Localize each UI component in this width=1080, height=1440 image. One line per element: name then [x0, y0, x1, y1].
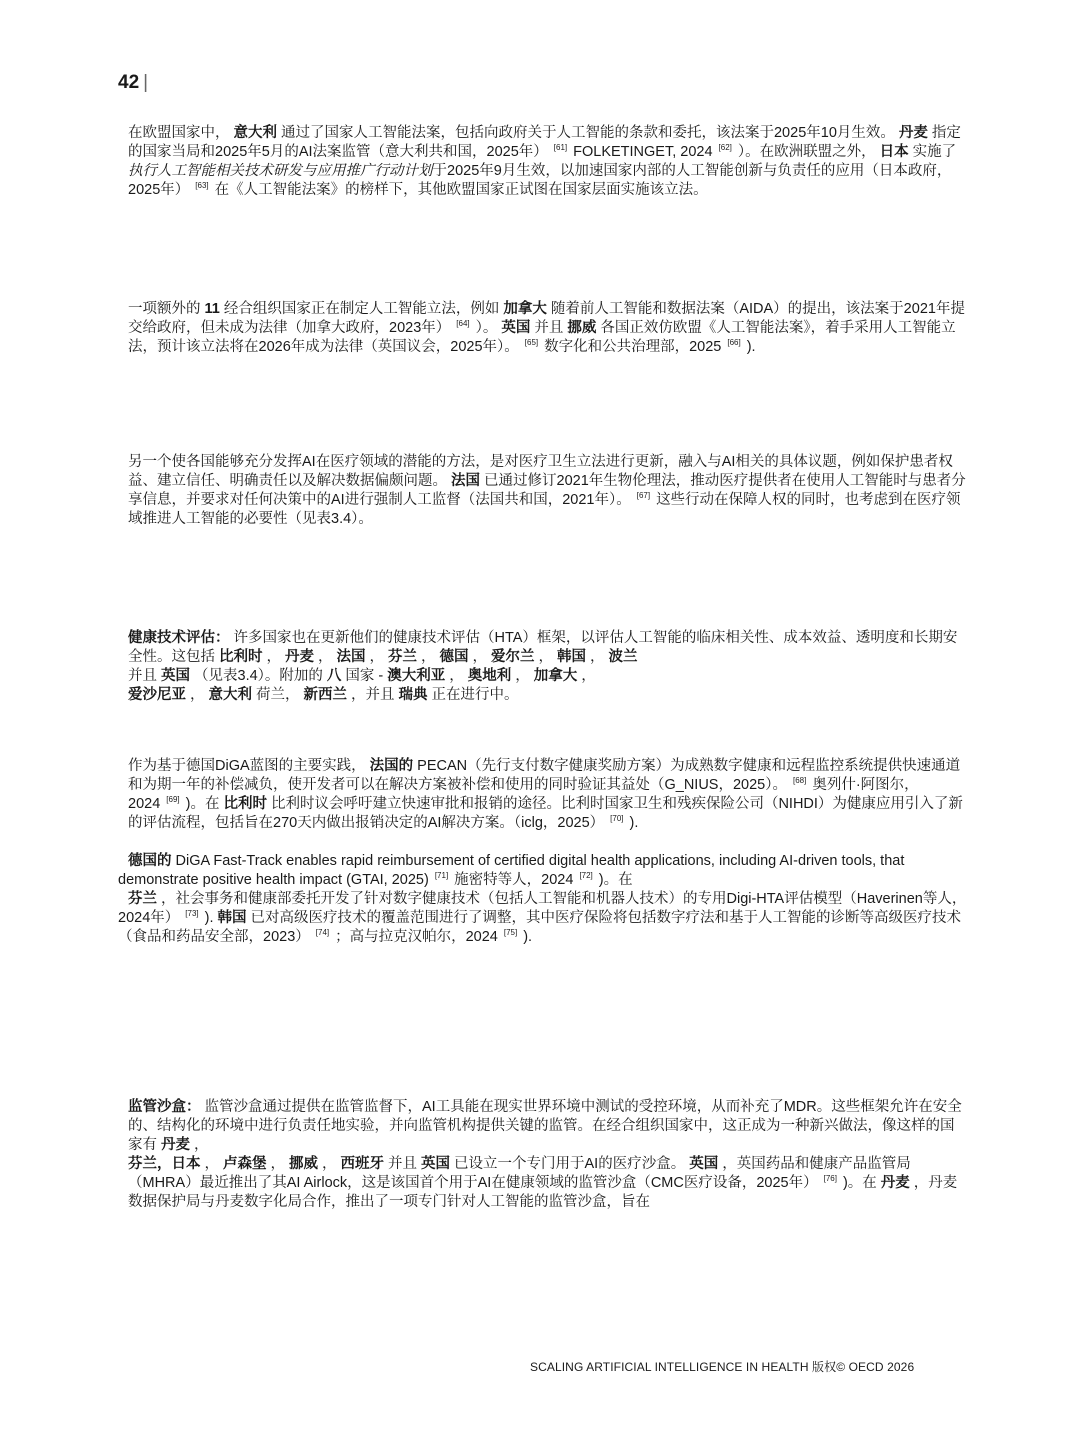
text: 各国正效仿欧盟《人工智能法案》，着手采用人工智能立法，预计该立法将在2026年成为法律（英国议会，2025年）。 — [128, 320, 956, 355]
italic-plan-title: 执行人工智能相关技术研发与应用推广行动计划 — [128, 163, 433, 179]
text: 国家 - — [345, 668, 384, 684]
separator: ， — [421, 649, 436, 665]
country-finland: 芬兰 — [128, 891, 157, 907]
reference-link[interactable]: [61] — [553, 143, 568, 153]
count-eight: 八 — [326, 668, 342, 684]
separator: ， — [581, 668, 596, 684]
paragraph-eu-countries — [128, 124, 968, 200]
separator: ， — [449, 668, 464, 684]
section-heading-sandbox: 监管沙盒： — [128, 1099, 201, 1115]
reference-link[interactable]: [68] — [793, 776, 807, 786]
separator: ， — [318, 649, 333, 665]
country: 德国 — [439, 649, 469, 665]
page-footer: SCALING ARTIFICIAL INTELLIGENCE IN HEALTH 版权© OECD 2026 — [530, 1360, 915, 1374]
country-italy: 意大利 — [233, 125, 277, 141]
text: 另一个使各国能够充分发挥AI在医疗领域的潜能的方法，是对医疗卫生立法进行更新，融入与AI相关的具体议题，例如保护患者权益、建立信任、明确责任以及解决数据偏颇问题。 — [128, 454, 953, 489]
count-eleven: 11 — [204, 301, 220, 317]
country: 卢森堡 — [223, 1156, 267, 1172]
text: )。在 — [598, 872, 633, 888]
country: 意大利 — [208, 687, 252, 703]
reference-link[interactable]: [74] — [315, 928, 330, 938]
country-denmark: 丹麦 — [898, 125, 928, 141]
text: ；高与拉克汉帕尔，2024 — [335, 929, 498, 945]
separator: ， — [194, 1137, 209, 1153]
paragraph-sandbox — [128, 1098, 968, 1212]
reference-link[interactable]: [66] — [727, 338, 741, 348]
text: ). — [523, 929, 533, 945]
text: 数字化和公共治理部，2025 — [544, 339, 722, 355]
separator: ， — [204, 1156, 219, 1172]
separator: ， — [590, 649, 605, 665]
text: 已对高级医疗技术的覆盖范围进行了调整，其中医疗保险将包括数字疗法和基于人工智能的诊断等高级医疗技术（食品和药品安全部，2023） — [118, 910, 961, 945]
country-canada: 加拿大 — [503, 301, 547, 317]
text: ）。 — [475, 320, 498, 336]
separator: ， — [190, 687, 205, 703]
country: 比利时 — [219, 649, 263, 665]
country: 澳大利亚 — [387, 668, 446, 684]
reference-link[interactable]: [72] — [579, 871, 593, 881]
text: 在欧盟国家中， — [128, 125, 230, 141]
page-number-divider: | — [143, 72, 149, 93]
separator: ， — [472, 649, 487, 665]
text: ，并且 — [351, 687, 395, 703]
country: 瑞典 — [398, 687, 428, 703]
reference-link[interactable]: [70] — [610, 814, 624, 824]
country: 爱沙尼亚 — [128, 687, 186, 703]
separator: ， — [538, 649, 553, 665]
country: 芬兰，日本 — [128, 1156, 201, 1172]
country-denmark: 丹麦 — [161, 1137, 190, 1153]
text: 于2025年9月生效，以加速国家内部的人工智能创新与负责任的应用（日本政府，2025年） — [128, 163, 952, 198]
text: 荷兰， — [256, 687, 300, 703]
text: 正在进行中。 — [431, 687, 519, 703]
text: ). — [746, 339, 756, 355]
reference-link[interactable]: [63] — [195, 181, 209, 191]
text: ）。在欧洲联盟之外， — [737, 144, 876, 160]
reference-link[interactable]: [67] — [636, 491, 651, 501]
country-japan: 日本 — [879, 144, 909, 160]
paragraph-health-legislation — [128, 453, 968, 529]
text: FOLKETINGET, 2024 — [573, 144, 713, 160]
page-number — [118, 72, 148, 94]
reference-link[interactable]: [69] — [166, 795, 180, 805]
paragraph-pecan — [128, 757, 968, 833]
country: 波兰 — [608, 649, 638, 665]
reference-link[interactable]: [62] — [718, 143, 732, 153]
country: 挪威 — [289, 1156, 318, 1172]
separator: ， — [515, 668, 530, 684]
text: 作为基于德国DiGA蓝图的主要实践， — [128, 758, 366, 774]
reference-link[interactable]: [64] — [456, 319, 470, 329]
country: 丹麦 — [285, 649, 314, 665]
text: 实施了 — [912, 144, 957, 160]
country-denmark: 丹麦 — [880, 1175, 910, 1191]
text: )。在 — [842, 1175, 877, 1191]
country-belgium: 比利时 — [223, 796, 267, 812]
country-germany: 德国的 — [128, 853, 172, 869]
separator: ， — [266, 649, 281, 665]
text: 施密特等人，2024 — [454, 872, 574, 888]
paragraph-additional-oecd — [128, 300, 968, 357]
section-heading-hta: 健康技术评估： — [128, 630, 230, 646]
country-korea: 韩国 — [217, 910, 247, 926]
country: 韩国 — [557, 649, 586, 665]
text: PECAN（先行支付数字健康奖励方案）为成熟数字健康和远程监控系统提供快速通道和为期一年的补偿减负，使开发者可以在解决方案被补偿和使用的同时验证其益处（G_NIUS，2025）。 — [128, 758, 961, 793]
country-france: 法国 — [451, 473, 480, 489]
text: 一项额外的 — [128, 301, 201, 317]
separator: ， — [270, 1156, 285, 1172]
text: 并且 — [534, 320, 564, 336]
text: DiGA Fast-Track enables rapid reimbursement of certified digital health applications, including AI-driven tools, that demonstrate positive health impact (GTAI, 2025) — [118, 853, 905, 888]
separator: ， — [322, 1156, 337, 1172]
text: 并且 — [128, 668, 157, 684]
reference-link[interactable]: [71] — [434, 871, 449, 881]
country: 新西兰 — [303, 687, 347, 703]
text: 许多国家也在更新他们的健康技术评估（HTA）框架，以评估人工智能的临床相关性、成本效益、透明度和长期安全性。这包括 — [128, 630, 958, 665]
text: 已设立一个专门用于AI的医疗沙盒。 — [454, 1156, 686, 1172]
paragraph-hta — [128, 629, 968, 705]
reference-link[interactable]: [65] — [524, 338, 539, 348]
text: ). — [629, 815, 639, 831]
text: （见表3.4）。附加的 — [194, 668, 323, 684]
country: 西班牙 — [340, 1156, 384, 1172]
paragraph-diga — [118, 852, 968, 947]
country-norway: 挪威 — [567, 320, 597, 336]
text: 通过了国家人工智能法案，包括向政府关于人工智能的条款和委托，该法案于2025年10月生效。 — [281, 125, 895, 141]
country-uk: 英国 — [421, 1156, 450, 1172]
country-uk: 英国 — [689, 1156, 719, 1172]
reference-link[interactable]: [73] — [185, 909, 199, 919]
reference-link[interactable]: [76] — [823, 1174, 837, 1184]
country: 加拿大 — [533, 668, 578, 684]
text: ). — [204, 910, 214, 926]
text: 奥列什·阿图尔，2024 — [128, 777, 919, 812]
text: 在《人工智能法案》的榜样下，其他欧盟国家正试图在国家层面实施该立法。 — [214, 182, 708, 198]
country-uk: 英国 — [501, 320, 531, 336]
text: 已通过修订2021年生物伦理法，推动医疗提供者在使用人工智能时与患者分享信息，并要求对任何决策中的AI进行强制人工监督（法国共和国，2021年）。 — [128, 473, 966, 508]
separator: ， — [369, 649, 384, 665]
country-france: 法国的 — [369, 758, 414, 774]
text: 经合组织国家正在制定人工智能立法，例如 — [223, 301, 500, 317]
country: 法国 — [336, 649, 366, 665]
country: 爱尔兰 — [491, 649, 535, 665]
text: 随着前人工智能和数据法案（AIDA）的提出，该法案于2021年提交给政府，但未成为法律（加拿大政府，2023年） — [128, 301, 965, 336]
text: 比利时议会呼吁建立快速审批和报销的途径。比利时国家卫生和残疾保险公司（NIHDI）为健康应用引入了新的评估流程，包括旨在270天内做出报销决定的AI解决方案。（iclg，2025） — [128, 796, 963, 831]
reference-link[interactable]: [75] — [503, 928, 518, 938]
text: 这些行动在保障人权的同时，也考虑到在医疗领域推进人工智能的必要性（见表3.4）。 — [128, 492, 961, 527]
text: ，社会事务和健康部委托开发了针对数字健康技术（包括人工智能和机器人技术）的专用Digi-HTA评估模型（Haverinen等人，2024年） — [118, 891, 967, 926]
text: 指定的国家当局和2025年5月的AI法案监管（意大利共和国，2025年） — [128, 125, 961, 160]
country: 奥地利 — [467, 668, 512, 684]
country: 芬兰 — [388, 649, 417, 665]
country: 英国 — [161, 668, 190, 684]
text: )。在 — [185, 796, 220, 812]
text: 并且 — [388, 1156, 417, 1172]
text: ，英国药品和健康产品监管局（MHRA）最近推出了其AI Airlock，这是该国首个用于AI在健康领域的监管沙盒（CMC医疗设备，2025年） — [128, 1156, 911, 1191]
text: ，丹麦数据保护局与丹麦数字化局合作，推出了一项专门针对人工智能的监管沙盒，旨在 — [128, 1175, 958, 1210]
text: 监管沙盒通过提供在监管监督下，AI工具能在现实世界环境中测试的受控环境，从而补充了MDR。这些框架允许在安全的、结构化的环境中进行负责任地实验，并向监管机构提供关键的监管。在经合组织国家中，这正成为一种新兴做法，像这样的国家有 — [128, 1099, 962, 1153]
page-number-value: 42 — [118, 72, 140, 93]
